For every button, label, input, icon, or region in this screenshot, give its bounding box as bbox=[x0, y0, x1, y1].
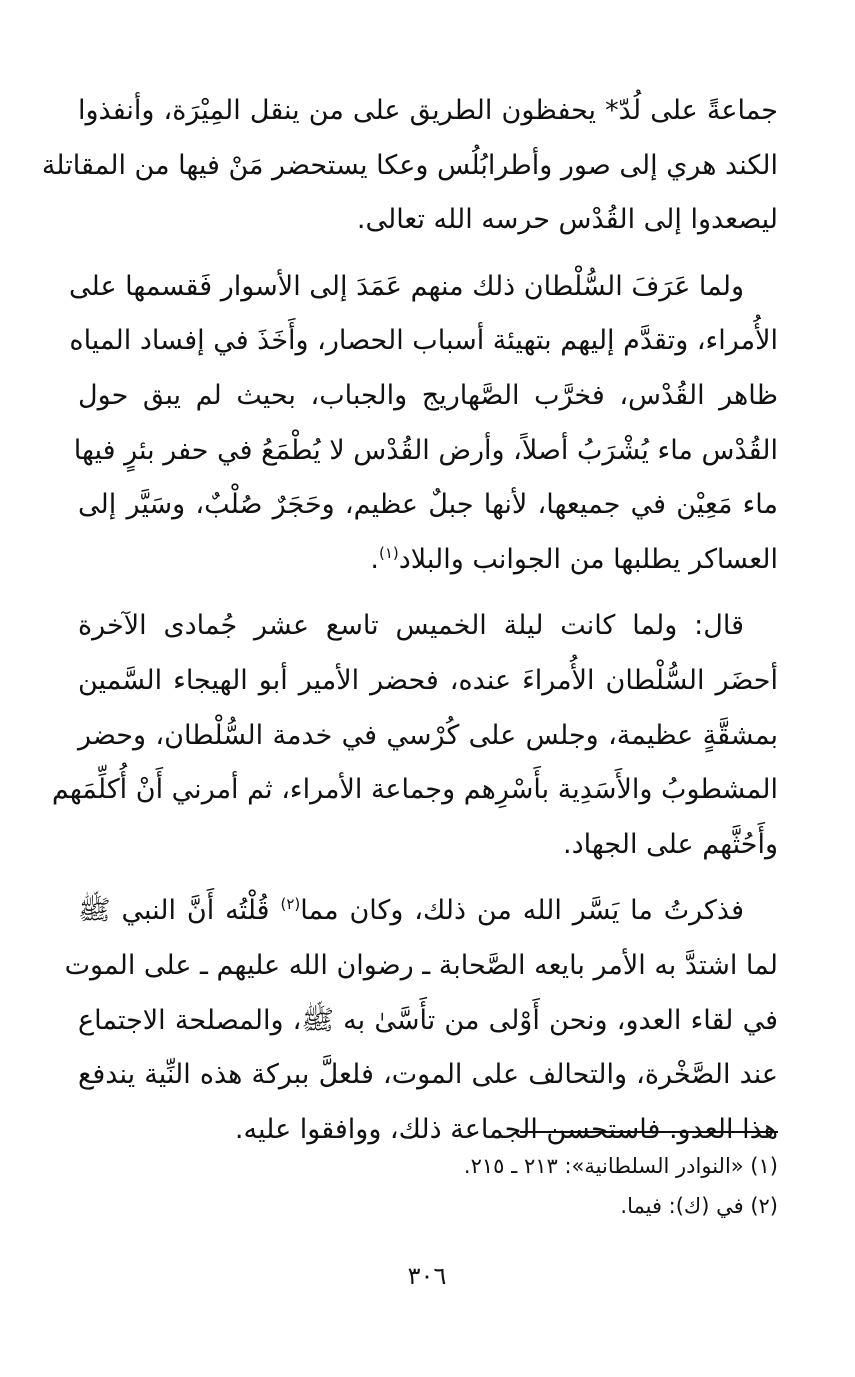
text-line: ليصعدوا إلى القُدْس حرسه الله تعالى. bbox=[356, 204, 778, 236]
text-segment: فذكرتُ ما يَسَّر الله من ذلك، وكان مما bbox=[300, 895, 744, 927]
paragraph-2 bbox=[69, 260, 778, 588]
text-line: ولما عَرَفَ السُّلْطان ذلك منهم عَمَدَ إلى الأسوار فَقسمها على bbox=[69, 270, 744, 302]
footnote-1: (١) «النوادر السلطانية»: ٢١٣ ـ ٢١٥. bbox=[463, 1154, 778, 1178]
text-segment: العساكر يطلبها من الجوانب والبلاد bbox=[398, 543, 778, 575]
text-line: أحضَر السُّلْطان الأُمراءَ عنده، فحضر الأمير أبو الهيجاء السَّمين bbox=[78, 664, 778, 696]
footnote-separator bbox=[520, 1131, 778, 1133]
text-line: ظاهر القُدْس، فخرَّب الصَّهاريج والجباب، بحيث لم يبق حول bbox=[78, 379, 778, 411]
text-line: جماعةً على لُدّ* يحفظون الطريق على من ينقل المِيْرَة، وأنفذوا bbox=[78, 95, 778, 126]
text-line: وأَحُثَّهم على الجهاد. bbox=[563, 828, 778, 860]
text-line-with-footnote-ref bbox=[78, 884, 778, 939]
paragraph-1 bbox=[41, 84, 778, 248]
text-line: المشطوبُ والأَسَدِية بأَسْرِهم وجماعة الأمراء، ثم أمرني أَنْ أُكلِّمَهم bbox=[51, 774, 778, 806]
main-text bbox=[41, 84, 778, 1169]
text-line: بمشقَّةٍ عظيمة، وجلس على كُرْسي في خدمة السُّلْطان، وحضر bbox=[78, 719, 778, 751]
footnotes bbox=[78, 1146, 778, 1226]
text-line: الأُمراء، وتقدَّم إليهم بتهيئة أسباب الحصار، وأَخَذَ في إفساد المياه bbox=[69, 325, 778, 357]
text-line-with-footnote-ref bbox=[78, 533, 778, 588]
text-segment: قُلْتُه أَنَّ النبي ﷺ bbox=[78, 895, 270, 927]
text-line: في لقاء العدو، ونحن أَوْلى من تأَسَّىٰ به ﷺ، والمصلحة الاجتماع bbox=[78, 1004, 778, 1036]
paragraph-4 bbox=[64, 884, 778, 1157]
paragraph-3 bbox=[51, 599, 778, 872]
text-line: القُدْس ماء يُشْرَبُ أصلاً، وأرض القُدْس لا يُطْمَعُ في حفر بئرٍ فيها bbox=[73, 434, 778, 466]
footnote-2: (٢) في (ك): فيما. bbox=[620, 1194, 778, 1218]
footnote-ref-2: (٢) bbox=[280, 895, 301, 914]
text-line: الكند هري إلى صور وأطرابُلُس وعكا يستحضر مَنْ فيها من المقاتلة bbox=[41, 149, 778, 181]
text-line: قال: ولما كانت ليلة الخميس تاسع عشر جُمادى الآخرة bbox=[78, 610, 744, 642]
text-line: هذا العدو. فاستحسن الجماعة ذلك، ووافقوا عليه. bbox=[234, 1113, 778, 1145]
page-number: ٣٠٦ bbox=[407, 1262, 447, 1290]
text-line: عند الصَّخْرة، والتحالف على الموت، فلعلَّ ببركة هذه النِّية يندفع bbox=[78, 1059, 778, 1091]
text-line: ماء مَعِيْن في جميعها، لأنها جبلٌ عظيم، وحَجَرٌ صُلْبٌ، وسَيَّر إلى bbox=[78, 489, 778, 521]
text-line: لما اشتدَّ به الأمر بايعه الصَّحابة ـ رضوان الله عليهم ـ على الموت bbox=[64, 949, 778, 981]
footnote-ref-1: (١) bbox=[378, 543, 399, 562]
text-segment: . bbox=[370, 543, 379, 575]
